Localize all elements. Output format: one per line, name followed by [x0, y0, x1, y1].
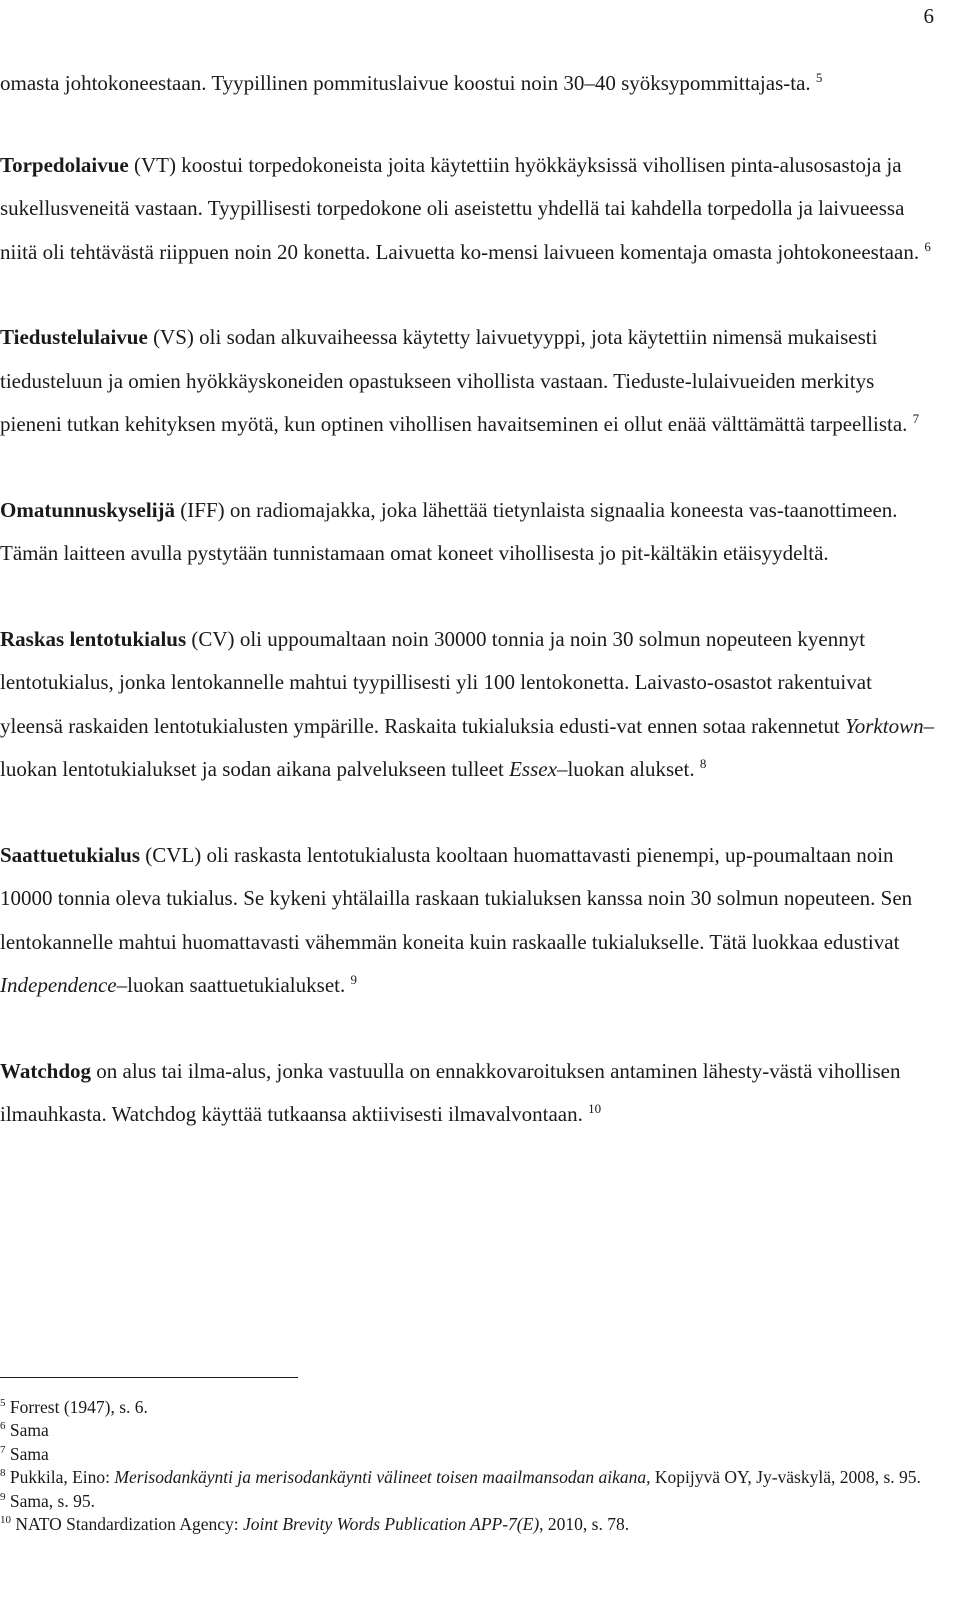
- ship-class-name: Yorktown: [844, 713, 924, 738]
- paragraph-text: –luokan saattuetukialukset.: [116, 973, 346, 997]
- paragraph-text: oli uppoumaltaan noin 30000 tonnia ja noin 30 solmun nopeuteen kyennyt lentotukialus, jonka lentokannelle mahtui tyypillisesti yli 100 lentokonetta. Laivasto-osastot rakentuivat yleensä raskaiden lentotukialusten ympärille. Raskaita tukialuksia edusti-vat ennen sotaa rakennetut: [0, 626, 872, 738]
- footnote-text: NATO Standardization Agency:: [15, 1514, 243, 1535]
- footnote-separator: [0, 1377, 298, 1378]
- footnote-item: [0, 1419, 930, 1442]
- footnote-ref: 10: [588, 1101, 602, 1116]
- footnote-ref: 5: [815, 70, 823, 85]
- paragraph-bombing-squadron-end: [0, 62, 935, 106]
- footnote-item: [0, 1443, 930, 1466]
- footnote-ref: 9: [350, 972, 357, 987]
- term-abbreviation: (CVL): [145, 842, 202, 867]
- footnote-ref: 6: [924, 238, 931, 254]
- footnotes: [0, 1396, 930, 1536]
- page-number: 6: [923, 4, 934, 28]
- footnote-number: 5: [0, 1397, 6, 1410]
- paragraph-text: on radiomajakka, joka lähettää tietynlaista signaalia koneesta vas-taanottimeen. Tämän laitteen avulla pystytään tunnistamaan omat koneet vihollisesta jo pit-kältäkin etäisyydeltä.: [0, 497, 898, 565]
- footnote-text: Kopijyvä OY, Jy-väskylä, 2008, s. 95.: [650, 1467, 921, 1488]
- paragraph-text: omasta johtokoneestaan. Tyypillinen pommituslaivue koostui noin 30–40 syöksypommittajas-ta.: [0, 71, 811, 95]
- footnote-title: Joint Brevity Words Publication APP-7(E): [243, 1514, 540, 1535]
- footnote-number: 8: [0, 1467, 6, 1480]
- term-escort-carrier: Saattuetukialus: [0, 842, 141, 867]
- footnote-number: 10: [0, 1514, 11, 1527]
- footnote-text: Sama: [9, 1443, 49, 1464]
- footnote-ref: 8: [699, 756, 707, 771]
- term-abbreviation: (VS): [153, 325, 194, 349]
- footnote-item: [0, 1490, 930, 1513]
- term-abbreviation: (IFF): [180, 497, 225, 522]
- term-heavy-carrier: Raskas lentotukialus: [0, 626, 187, 651]
- paragraph-text: –luokan alukset.: [556, 757, 695, 781]
- paragraph-text: on alus tai ilma-alus, jonka vastuulla on ennakkovaroituksen antaminen lähesty-västä vihollisen ilmauhkasta. Watchdog käyttää tutkaansa aktiivisesti ilmavalvontaan.: [0, 1058, 901, 1126]
- term-watchdog: Watchdog: [0, 1058, 92, 1083]
- footnote-number: 7: [0, 1443, 6, 1456]
- footnote-item: [0, 1466, 930, 1489]
- term-abbreviation: (CV): [191, 626, 235, 651]
- paragraph-iff: [0, 489, 935, 576]
- footnote-title: Merisodankäynti ja merisodankäynti välineet toisen maailmansodan aikana,: [114, 1467, 651, 1488]
- footnote-text: Pukkila, Eino:: [9, 1467, 115, 1488]
- footnote-item: [0, 1513, 930, 1536]
- footnote-number: 6: [0, 1420, 6, 1433]
- paragraph-escort-carrier: [0, 834, 935, 1008]
- term-abbreviation: (VT): [134, 152, 176, 177]
- footnote-item: [0, 1396, 930, 1419]
- footnote-text: Sama, s. 95.: [9, 1490, 95, 1511]
- term-scouting-squadron: Tiedustelulaivue: [0, 325, 148, 349]
- paragraph-scouting-squadron: [0, 316, 935, 447]
- footnote-text: Forrest (1947), s. 6.: [9, 1397, 148, 1417]
- term-iff: Omatunnuskyselijä: [0, 497, 176, 522]
- footnote-text: , 2010, s. 78.: [539, 1514, 630, 1535]
- ship-class-name: Independence: [0, 973, 117, 997]
- footnote-text: Sama: [9, 1420, 49, 1441]
- footnote-ref: 7: [912, 411, 920, 426]
- paragraph-text: oli sodan alkuvaiheessa käytetty laivuetyyppi, jota käytettiin nimensä mukaisesti tiedusteluun ja omien hyökkäyskoneiden opastukseen vihollista vastaan. Tieduste-lulaivueiden merkitys pieneni tutkan kehityksen myötä, kun optinen vihollisen havaitseminen ei ollut enää välttämättä tarpeellista.: [0, 325, 908, 436]
- document-body: [0, 62, 935, 1179]
- paragraph-heavy-carrier: [0, 618, 935, 792]
- paragraph-torpedo-squadron: [0, 144, 935, 275]
- paragraph-text: koostui torpedokoneista joita käytettiin hyökkäyksissä vihollisen pinta-alusosastoja ja sukellusveneitä vastaan. Tyypillisesti torpedokone oli aseistettu yhdellä tai kahdella torpedolla ja laivueessa niitä oli tehtävästä riippuen noin 20 konetta. Laivuetta ko-mensi laivueen komentaja omasta johtokoneestaan.: [0, 152, 920, 264]
- paragraph-text: –luokan lentotukialukset ja sodan aikana palvelukseen tulleet: [0, 713, 935, 781]
- paragraph-text: oli raskasta lentotukialusta kooltaan huomattavasti pienempi, up-poumaltaan noin 10000 tonnia oleva tukialus. Se kykeni yhtälailla raskaan tukialuksen kanssa noin 30 solmun nopeuteen. Sen lentokannelle mahtui huomattavasti vähemmän koneita kuin raskaalle tukialukselle. Tätä luokkaa edustivat: [0, 842, 913, 954]
- footnote-number: 9: [0, 1490, 6, 1503]
- paragraph-watchdog: [0, 1050, 935, 1137]
- term-torpedo-squadron: Torpedolaivue: [0, 152, 129, 177]
- ship-class-name: Essex: [509, 757, 557, 781]
